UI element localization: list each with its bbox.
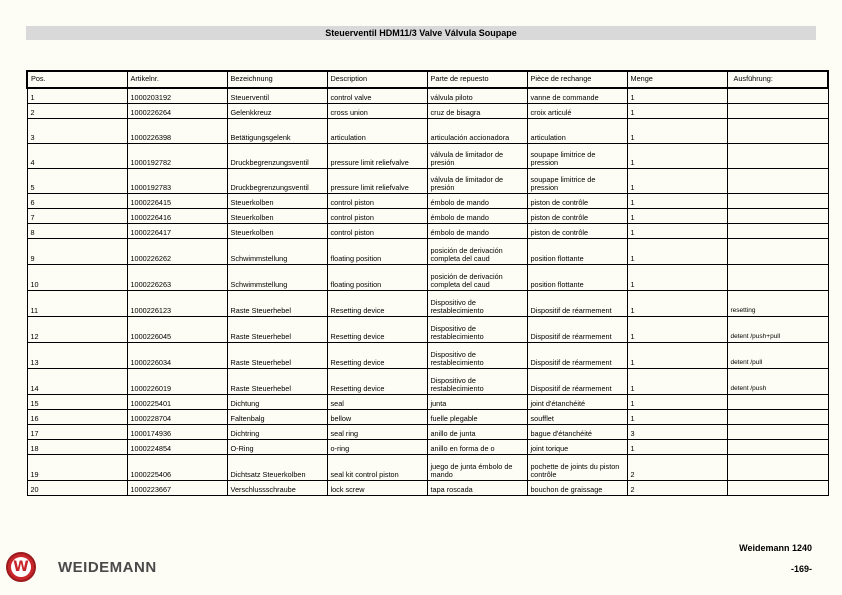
cell-bezeichnung: Raste Steuerhebel <box>227 291 327 317</box>
table-row <box>27 455 828 481</box>
cell-spanish: fuelle plegable <box>427 410 527 425</box>
cell-description: Resetting device <box>327 369 427 395</box>
cell-spanish: juego de junta émbolo de mando <box>427 455 527 481</box>
cell-article-number: 1000224854 <box>127 440 227 455</box>
cell-pos: 15 <box>27 395 127 410</box>
cell-spanish: posición de derivación completa del caud <box>427 265 527 291</box>
cell-spanish: válvula piloto <box>427 88 527 104</box>
cell-article-number: 1000192782 <box>127 144 227 169</box>
cell-version <box>727 455 828 481</box>
header-spanish: Parte de repuesto <box>427 71 527 88</box>
cell-quantity: 1 <box>627 395 727 410</box>
page-title: Steuerventil HDM11/3 Valve Válvula Soupape <box>26 26 816 40</box>
cell-french: Dispositif de réarmement <box>527 343 627 369</box>
table-row <box>27 104 828 119</box>
weidemann-logo-icon <box>6 552 36 582</box>
cell-article-number: 1000226045 <box>127 317 227 343</box>
cell-version: detent /push <box>727 369 828 395</box>
table-row <box>27 410 828 425</box>
cell-french: articulation <box>527 119 627 144</box>
table-row <box>27 169 828 194</box>
cell-pos: 10 <box>27 265 127 291</box>
cell-version <box>727 209 828 224</box>
cell-version <box>727 395 828 410</box>
cell-article-number: 1000226034 <box>127 343 227 369</box>
cell-pos: 9 <box>27 239 127 265</box>
cell-quantity: 1 <box>627 317 727 343</box>
cell-description: lock screw <box>327 481 427 496</box>
table-row <box>27 209 828 224</box>
cell-french: soufflet <box>527 410 627 425</box>
cell-description: cross union <box>327 104 427 119</box>
parts-table <box>26 70 829 496</box>
cell-quantity: 1 <box>627 224 727 239</box>
header-bezeichnung: Bezeichnung <box>227 71 327 88</box>
cell-quantity: 1 <box>627 119 727 144</box>
table-row <box>27 119 828 144</box>
cell-version <box>727 144 828 169</box>
cell-article-number: 1000226123 <box>127 291 227 317</box>
cell-description: control piston <box>327 209 427 224</box>
cell-french: Dispositif de réarmement <box>527 369 627 395</box>
header-article-number: Artikelnr. <box>127 71 227 88</box>
table-header-row <box>27 71 828 88</box>
cell-french: bouchon de graissage <box>527 481 627 496</box>
cell-version: detent /pull <box>727 343 828 369</box>
header-quantity: Menge <box>627 71 727 88</box>
cell-spanish: posición de derivación completa del caud <box>427 239 527 265</box>
cell-article-number: 1000225406 <box>127 455 227 481</box>
cell-version <box>727 440 828 455</box>
cell-description: Resetting device <box>327 291 427 317</box>
cell-description: articulation <box>327 119 427 144</box>
cell-spanish: Dispositivo de restablecimiento <box>427 317 527 343</box>
cell-description: pressure limit reliefvalve <box>327 169 427 194</box>
cell-article-number: 1000226415 <box>127 194 227 209</box>
header-version: Ausführung: <box>727 71 828 88</box>
cell-article-number: 1000226264 <box>127 104 227 119</box>
cell-version: resetting <box>727 291 828 317</box>
cell-description: Resetting device <box>327 343 427 369</box>
cell-pos: 19 <box>27 455 127 481</box>
cell-bezeichnung: Steuerventil <box>227 88 327 104</box>
cell-quantity: 1 <box>627 209 727 224</box>
cell-article-number: 1000226263 <box>127 265 227 291</box>
cell-article-number: 1000226019 <box>127 369 227 395</box>
header-french: Pièce de rechange <box>527 71 627 88</box>
cell-version <box>727 104 828 119</box>
cell-version: detent /push+pull <box>727 317 828 343</box>
cell-pos: 14 <box>27 369 127 395</box>
cell-quantity: 1 <box>627 239 727 265</box>
cell-french: pochette de joints du piston contrôle <box>527 455 627 481</box>
cell-pos: 2 <box>27 104 127 119</box>
cell-article-number: 1000226398 <box>127 119 227 144</box>
cell-version <box>727 425 828 440</box>
header-description: Description <box>327 71 427 88</box>
cell-quantity: 1 <box>627 343 727 369</box>
cell-bezeichnung: Raste Steuerhebel <box>227 369 327 395</box>
cell-bezeichnung: Dichtsatz Steuerkolben <box>227 455 327 481</box>
cell-bezeichnung: Steuerkolben <box>227 209 327 224</box>
cell-bezeichnung: Betätigungsgelenk <box>227 119 327 144</box>
cell-description: bellow <box>327 410 427 425</box>
cell-spanish: junta <box>427 395 527 410</box>
cell-pos: 7 <box>27 209 127 224</box>
cell-pos: 3 <box>27 119 127 144</box>
cell-quantity: 1 <box>627 194 727 209</box>
cell-spanish: anillo de junta <box>427 425 527 440</box>
cell-pos: 5 <box>27 169 127 194</box>
cell-quantity: 1 <box>627 104 727 119</box>
cell-bezeichnung: Dichtring <box>227 425 327 440</box>
cell-description: o-ring <box>327 440 427 455</box>
cell-version <box>727 481 828 496</box>
cell-spanish: tapa roscada <box>427 481 527 496</box>
cell-quantity: 1 <box>627 369 727 395</box>
cell-spanish: válvula de limitador de presión <box>427 169 527 194</box>
cell-quantity: 1 <box>627 144 727 169</box>
cell-description: seal kit control piston <box>327 455 427 481</box>
cell-description: control piston <box>327 224 427 239</box>
table-row <box>27 265 828 291</box>
table-row <box>27 88 828 104</box>
cell-french: bague d'étanchéité <box>527 425 627 440</box>
table-row <box>27 144 828 169</box>
cell-bezeichnung: Schwimmstellung <box>227 265 327 291</box>
cell-description: control piston <box>327 194 427 209</box>
cell-pos: 12 <box>27 317 127 343</box>
table-row <box>27 369 828 395</box>
cell-spanish: Dispositivo de restablecimiento <box>427 369 527 395</box>
cell-bezeichnung: Faltenbalg <box>227 410 327 425</box>
cell-bezeichnung: Raste Steuerhebel <box>227 317 327 343</box>
cell-spanish: anillo en forma de o <box>427 440 527 455</box>
cell-pos: 8 <box>27 224 127 239</box>
cell-bezeichnung: Druckbegrenzungsventil <box>227 144 327 169</box>
cell-bezeichnung: Verschlussschraube <box>227 481 327 496</box>
table-row <box>27 239 828 265</box>
model-label: Weidemann 1240 <box>739 543 812 553</box>
cell-pos: 4 <box>27 144 127 169</box>
cell-description: floating position <box>327 239 427 265</box>
cell-version <box>727 265 828 291</box>
page-number: -169- <box>790 564 812 574</box>
cell-version <box>727 194 828 209</box>
cell-french: soupape limitrice de pression <box>527 144 627 169</box>
cell-spanish: émbolo de mando <box>427 209 527 224</box>
cell-description: Resetting device <box>327 317 427 343</box>
cell-quantity: 1 <box>627 410 727 425</box>
cell-pos: 16 <box>27 410 127 425</box>
cell-article-number: 1000226417 <box>127 224 227 239</box>
table-row <box>27 395 828 410</box>
cell-quantity: 1 <box>627 440 727 455</box>
cell-bezeichnung: Steuerkolben <box>227 194 327 209</box>
cell-french: joint torique <box>527 440 627 455</box>
cell-version <box>727 239 828 265</box>
cell-article-number: 1000228704 <box>127 410 227 425</box>
cell-quantity: 1 <box>627 265 727 291</box>
cell-french: piston de contrôle <box>527 224 627 239</box>
cell-bezeichnung: Raste Steuerhebel <box>227 343 327 369</box>
cell-quantity: 3 <box>627 425 727 440</box>
cell-bezeichnung: Dichtung <box>227 395 327 410</box>
cell-pos: 1 <box>27 88 127 104</box>
table-row <box>27 317 828 343</box>
cell-french: position flottante <box>527 265 627 291</box>
cell-spanish: válvula de limitador de presión <box>427 144 527 169</box>
cell-description: seal ring <box>327 425 427 440</box>
cell-article-number: 1000226262 <box>127 239 227 265</box>
cell-article-number: 1000174936 <box>127 425 227 440</box>
cell-spanish: Dispositivo de restablecimiento <box>427 291 527 317</box>
cell-pos: 11 <box>27 291 127 317</box>
table-row <box>27 425 828 440</box>
cell-version <box>727 410 828 425</box>
cell-bezeichnung: Steuerkolben <box>227 224 327 239</box>
cell-article-number: 1000225401 <box>127 395 227 410</box>
cell-french: croix articulé <box>527 104 627 119</box>
table-row <box>27 291 828 317</box>
cell-pos: 13 <box>27 343 127 369</box>
cell-version <box>727 88 828 104</box>
table-row <box>27 194 828 209</box>
cell-bezeichnung: Druckbegrenzungsventil <box>227 169 327 194</box>
cell-french: soupape limitrice de pression <box>527 169 627 194</box>
cell-description: floating position <box>327 265 427 291</box>
cell-bezeichnung: O-Ring <box>227 440 327 455</box>
cell-quantity: 2 <box>627 455 727 481</box>
cell-pos: 18 <box>27 440 127 455</box>
cell-quantity: 2 <box>627 481 727 496</box>
cell-french: Dispositif de réarmement <box>527 291 627 317</box>
cell-quantity: 1 <box>627 169 727 194</box>
cell-spanish: cruz de bisagra <box>427 104 527 119</box>
cell-bezeichnung: Schwimmstellung <box>227 239 327 265</box>
cell-version <box>727 224 828 239</box>
header-pos: Pos. <box>27 71 127 88</box>
cell-pos: 6 <box>27 194 127 209</box>
cell-spanish: émbolo de mando <box>427 224 527 239</box>
cell-french: piston de contrôle <box>527 209 627 224</box>
cell-pos: 17 <box>27 425 127 440</box>
cell-french: vanne de commande <box>527 88 627 104</box>
table-row <box>27 440 828 455</box>
table-row <box>27 481 828 496</box>
cell-quantity: 1 <box>627 88 727 104</box>
cell-article-number: 1000203192 <box>127 88 227 104</box>
cell-french: position flottante <box>527 239 627 265</box>
cell-article-number: 1000226416 <box>127 209 227 224</box>
cell-bezeichnung: Gelenkkreuz <box>227 104 327 119</box>
cell-description: seal <box>327 395 427 410</box>
brand-name: WEIDEMANN <box>58 558 157 576</box>
cell-version <box>727 169 828 194</box>
cell-description: control valve <box>327 88 427 104</box>
table-row <box>27 224 828 239</box>
cell-quantity: 1 <box>627 291 727 317</box>
brand-logo <box>6 552 157 582</box>
table-row <box>27 343 828 369</box>
cell-article-number: 1000192783 <box>127 169 227 194</box>
cell-spanish: Dispositivo de restablecimiento <box>427 343 527 369</box>
cell-french: piston de contrôle <box>527 194 627 209</box>
cell-spanish: émbolo de mando <box>427 194 527 209</box>
cell-spanish: articulación accionadora <box>427 119 527 144</box>
cell-french: joint d'étanchéité <box>527 395 627 410</box>
cell-article-number: 1000223667 <box>127 481 227 496</box>
cell-description: pressure limit reliefvalve <box>327 144 427 169</box>
cell-french: Dispositif de réarmement <box>527 317 627 343</box>
cell-pos: 20 <box>27 481 127 496</box>
cell-version <box>727 119 828 144</box>
logo-letter: W <box>11 557 31 577</box>
